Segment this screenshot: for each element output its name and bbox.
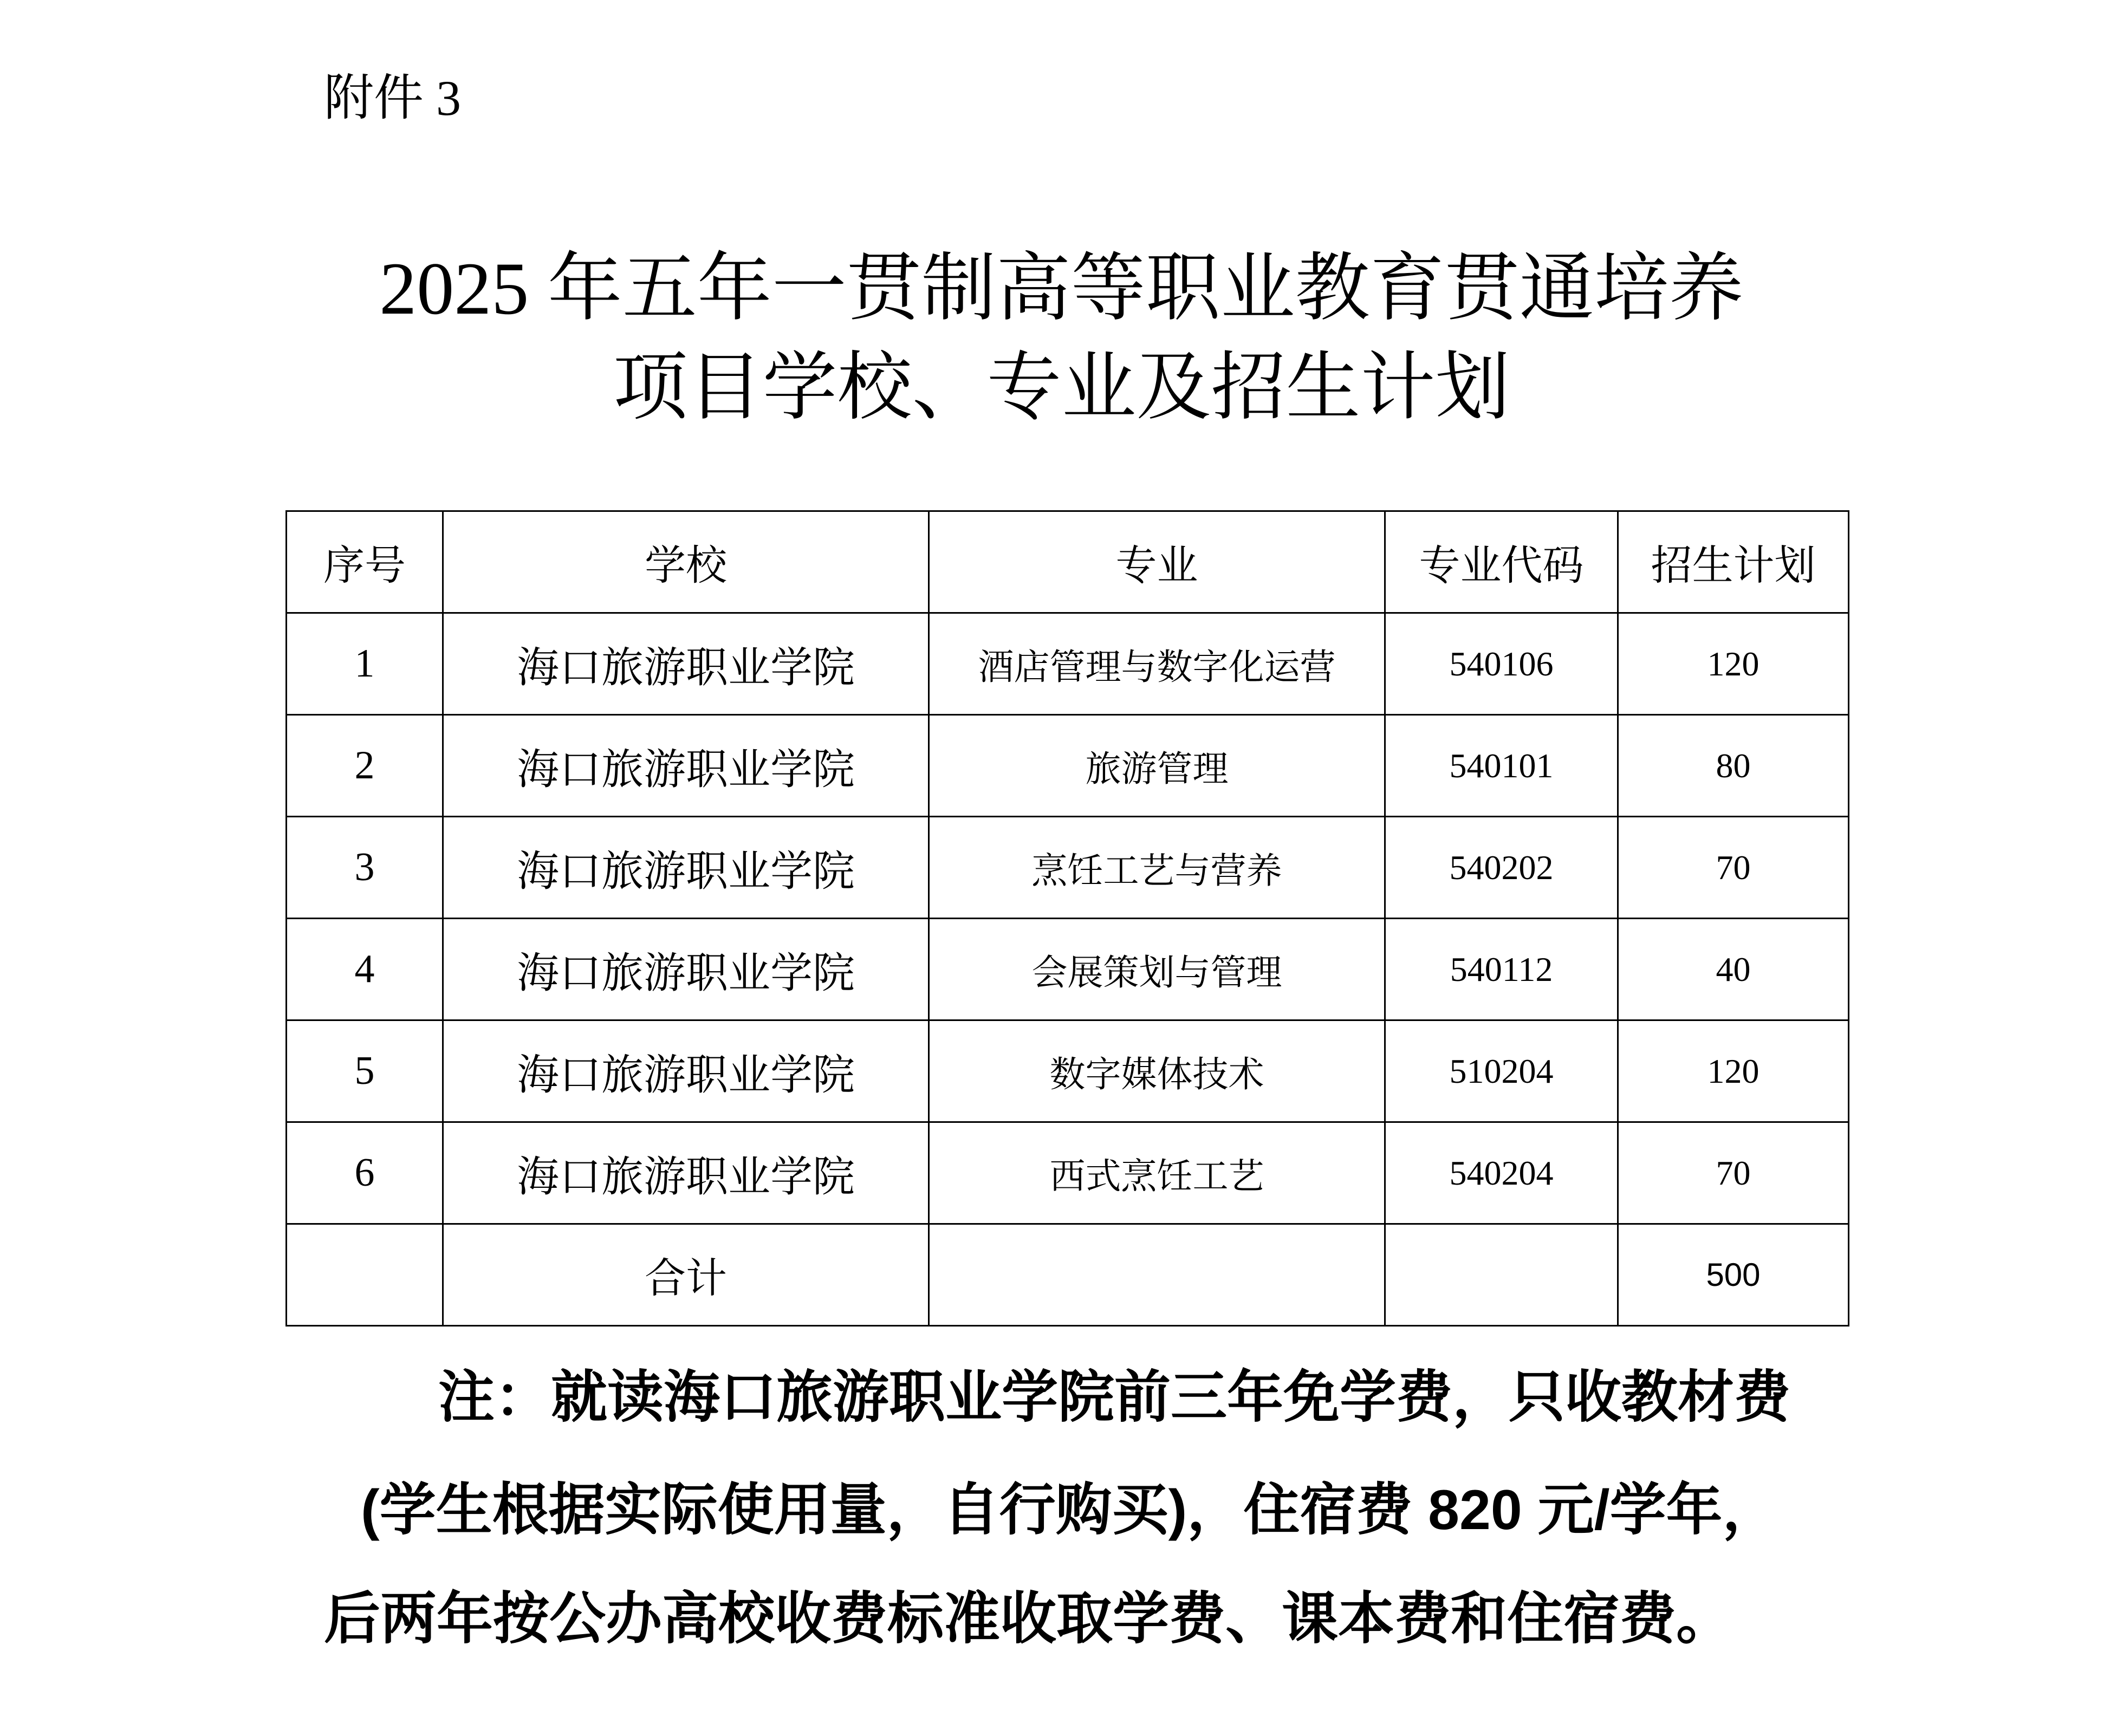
cell-plan: 120 bbox=[1618, 613, 1849, 715]
cell-seq: 5 bbox=[287, 1020, 443, 1122]
cell-seq: 4 bbox=[287, 919, 443, 1020]
note-line-1: 注：就读海口旅游职业学院前三年免学费，只收教材费 bbox=[438, 1366, 1791, 1429]
table-total-row bbox=[287, 1224, 1849, 1326]
cell-major: 会展策划与管理 bbox=[929, 919, 1385, 1020]
cell-plan: 70 bbox=[1618, 1122, 1849, 1224]
table-row bbox=[287, 1020, 1849, 1122]
table-row bbox=[287, 613, 1849, 715]
cell-major: 数字媒体技术 bbox=[929, 1020, 1385, 1122]
table-row bbox=[287, 817, 1849, 919]
total-empty-major bbox=[929, 1224, 1385, 1326]
total-empty-seq bbox=[287, 1224, 443, 1326]
cell-plan: 120 bbox=[1618, 1020, 1849, 1122]
document-title-line-2: 项目学校、专业及招生计划 bbox=[613, 346, 1510, 429]
header-code: 专业代码 bbox=[1385, 511, 1618, 613]
note-line-3: 后两年按公办高校收费标准收取学费、课本费和住宿费。 bbox=[324, 1588, 1733, 1650]
cell-code: 540202 bbox=[1385, 817, 1618, 919]
cell-code: 540112 bbox=[1385, 919, 1618, 1020]
enrollment-plan-table bbox=[285, 510, 1849, 1327]
cell-seq: 1 bbox=[287, 613, 443, 715]
cell-code: 540204 bbox=[1385, 1122, 1618, 1224]
attachment-label: 附件 3 bbox=[324, 70, 462, 126]
cell-plan: 40 bbox=[1618, 919, 1849, 1020]
cell-major: 烹饪工艺与营养 bbox=[929, 817, 1385, 919]
cell-major: 酒店管理与数字化运营 bbox=[929, 613, 1385, 715]
cell-plan: 80 bbox=[1618, 715, 1849, 817]
cell-school: 海口旅游职业学院 bbox=[443, 919, 929, 1020]
cell-code: 540101 bbox=[1385, 715, 1618, 817]
header-major: 专业 bbox=[929, 511, 1385, 613]
total-empty-code bbox=[1385, 1224, 1618, 1326]
note-line-2: (学生根据实际使用量，自行购买)，住宿费 820 元/学年， bbox=[361, 1479, 1779, 1542]
total-label: 合计 bbox=[443, 1224, 929, 1326]
total-plan: 500 bbox=[1618, 1224, 1849, 1326]
cell-code: 510204 bbox=[1385, 1020, 1618, 1122]
document-title-line-1: 2025 年五年一贯制高等职业教育贯通培养 bbox=[379, 247, 1744, 330]
table-row bbox=[287, 715, 1849, 817]
table-row bbox=[287, 1122, 1849, 1224]
cell-major: 旅游管理 bbox=[929, 715, 1385, 817]
cell-major: 西式烹饪工艺 bbox=[929, 1122, 1385, 1224]
cell-school: 海口旅游职业学院 bbox=[443, 1020, 929, 1122]
cell-seq: 6 bbox=[287, 1122, 443, 1224]
header-seq: 序号 bbox=[287, 511, 443, 613]
table-header-row bbox=[287, 511, 1849, 613]
header-plan: 招生计划 bbox=[1618, 511, 1849, 613]
cell-school: 海口旅游职业学院 bbox=[443, 1122, 929, 1224]
cell-school: 海口旅游职业学院 bbox=[443, 613, 929, 715]
cell-code: 540106 bbox=[1385, 613, 1618, 715]
table-row bbox=[287, 919, 1849, 1020]
cell-school: 海口旅游职业学院 bbox=[443, 715, 929, 817]
cell-seq: 3 bbox=[287, 817, 443, 919]
header-school: 学校 bbox=[443, 511, 929, 613]
cell-plan: 70 bbox=[1618, 817, 1849, 919]
cell-seq: 2 bbox=[287, 715, 443, 817]
cell-school: 海口旅游职业学院 bbox=[443, 817, 929, 919]
